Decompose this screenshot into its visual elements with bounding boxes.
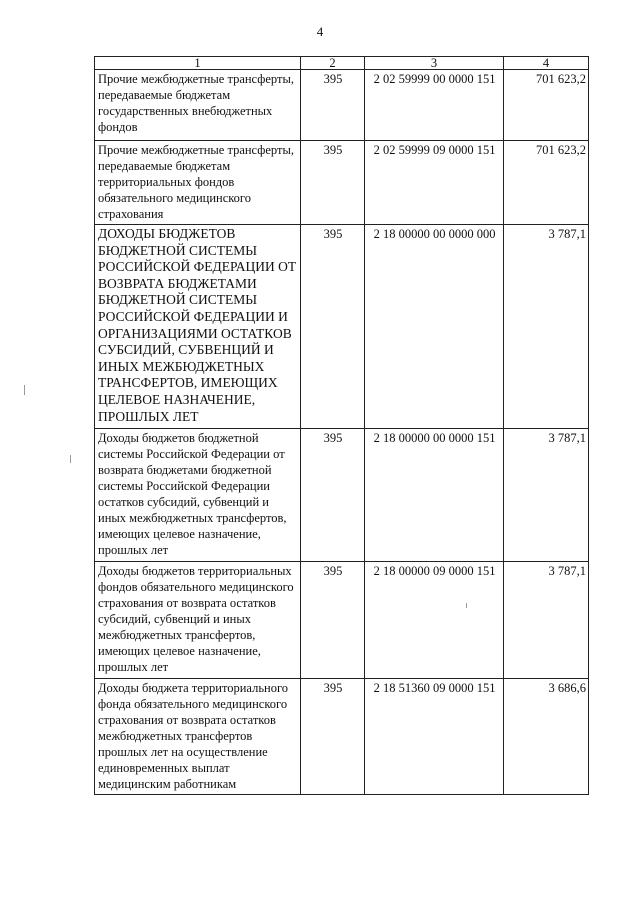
row-name: Доходы бюджетов территориальных фондов обязательного медицинского страхования от возврата остатков субсидий, субвенций и иных межбюджетных трансфертов, имеющих целевое назначение, прошлых лет: [95, 562, 301, 679]
row-amount: 701 623,2: [504, 70, 589, 141]
row-admin-code: 395: [301, 70, 365, 141]
column-header-3: 3: [365, 57, 504, 70]
row-admin-code: 395: [301, 141, 365, 225]
scan-mark: [466, 603, 467, 608]
row-classification-code: 2 18 51360 09 0000 151: [365, 679, 504, 795]
table-row: [95, 562, 589, 679]
row-classification-code: 2 18 00000 09 0000 151: [365, 562, 504, 679]
row-classification-code: 2 18 00000 00 0000 151: [365, 429, 504, 562]
column-header-4: 4: [504, 57, 589, 70]
table-row: [95, 679, 589, 795]
row-amount: 3 787,1: [504, 429, 589, 562]
table-row: [95, 141, 589, 225]
row-amount: 3 787,1: [504, 225, 589, 429]
row-admin-code: 395: [301, 562, 365, 679]
table-header-row: [95, 57, 589, 70]
column-header-1: 1: [95, 57, 301, 70]
row-name: ДОХОДЫ БЮДЖЕТОВ БЮДЖЕТНОЙ СИСТЕМЫ РОССИЙСКОЙ ФЕДЕРАЦИИ ОТ ВОЗВРАТА БЮДЖЕТАМИ БЮДЖЕТНОЙ СИСТЕМЫ РОССИЙСКОЙ ФЕДЕРАЦИИ И ОРГАНИЗАЦИЯМИ ОСТАТКОВ СУБСИДИЙ, СУБВЕНЦИЙ И ИНЫХ МЕЖБЮДЖЕТНЫХ ТРАНСФЕРТОВ, ИМЕЮЩИХ ЦЕЛЕВОЕ НАЗНАЧЕНИЕ, ПРОШЛЫХ ЛЕТ: [95, 225, 301, 429]
table-row: [95, 225, 589, 429]
row-amount: 701 623,2: [504, 141, 589, 225]
column-header-2: 2: [301, 57, 365, 70]
scan-mark: [70, 455, 71, 463]
row-amount: 3 787,1: [504, 562, 589, 679]
table-row: [95, 429, 589, 562]
row-admin-code: 395: [301, 679, 365, 795]
page-number: 4: [316, 24, 324, 39]
row-name: Доходы бюджетов бюджетной системы Российской Федерации от возврата бюджетами бюджетной системы Российской Федерации остатков субсидий, субвенций и иных межбюджетных трансфертов, имеющих целевое назначение, прошлых лет: [95, 429, 301, 562]
row-admin-code: 395: [301, 225, 365, 429]
row-classification-code: 2 18 00000 00 0000 000: [365, 225, 504, 429]
scan-mark: [24, 385, 25, 395]
row-name: Доходы бюджета территориального фонда обязательного медицинского страхования от возврата остатков межбюджетных трансфертов прошлых лет на осуществление единовременных выплат медицинским работникам: [95, 679, 301, 795]
row-admin-code: 395: [301, 429, 365, 562]
budget-table: [94, 56, 589, 795]
row-name: Прочие межбюджетные трансферты, передаваемые бюджетам территориальных фондов обязательного медицинского страхования: [95, 141, 301, 225]
row-amount: 3 686,6: [504, 679, 589, 795]
row-name: Прочие межбюджетные трансферты, передаваемые бюджетам государственных внебюджетных фондов: [95, 70, 301, 141]
row-classification-code: 2 02 59999 09 0000 151: [365, 141, 504, 225]
row-classification-code: 2 02 59999 00 0000 151: [365, 70, 504, 141]
table-row: [95, 70, 589, 141]
